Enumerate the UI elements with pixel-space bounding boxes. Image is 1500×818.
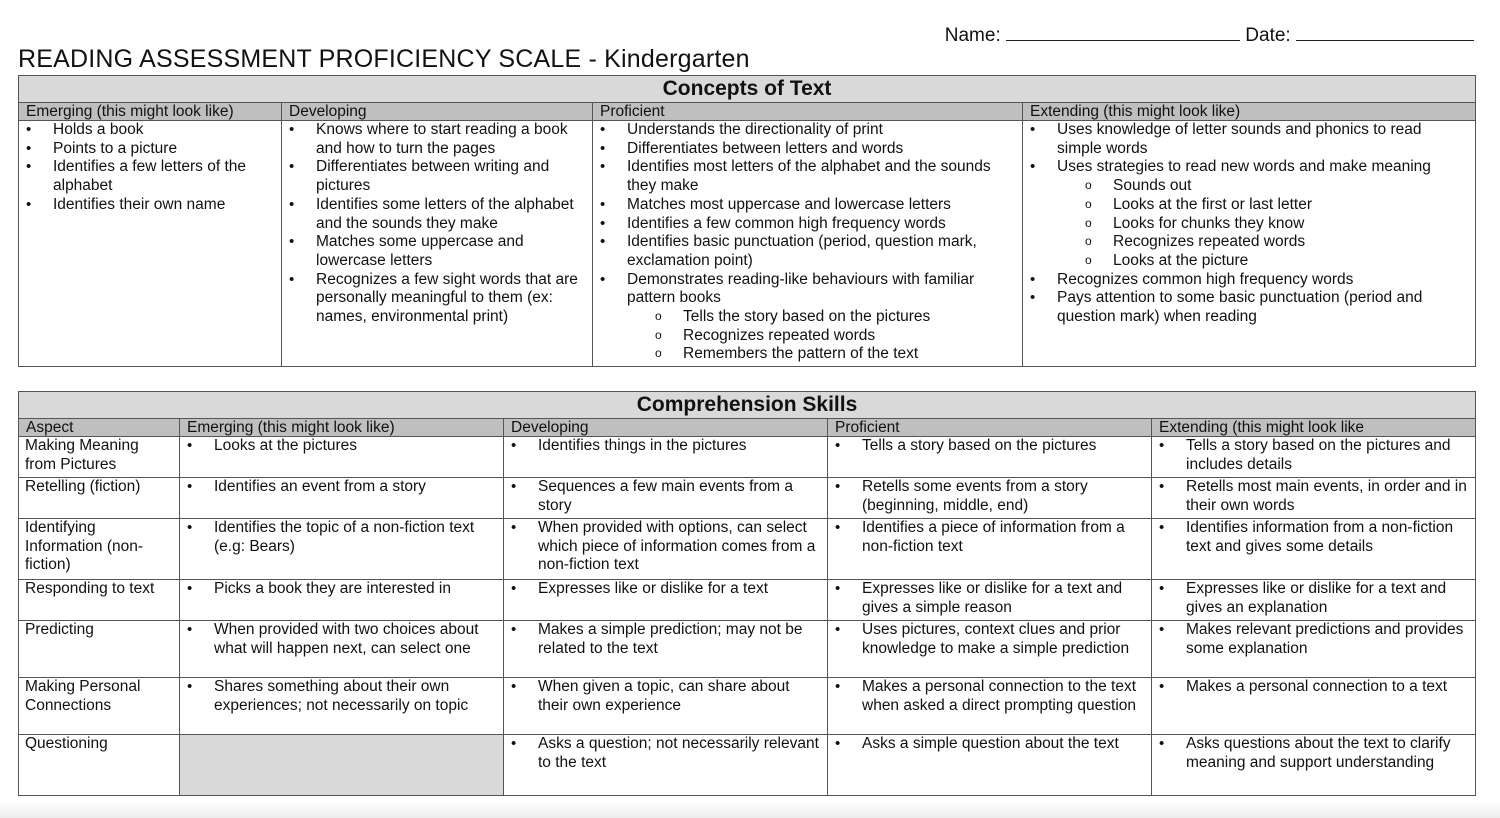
bullet-item: • Identifies a few common high frequency words (627, 215, 1016, 234)
bullet-item: • Expresses like or dislike for a text (538, 580, 821, 599)
bullet-item: • Identifies some letters of the alphabet and the sounds they make (316, 196, 586, 233)
proficient-cell (828, 678, 1152, 735)
bullet-list (510, 580, 821, 599)
bullet-item: • Identifies an event from a story (214, 478, 497, 497)
aspect-cell: Responding to text (19, 580, 180, 621)
proficient-cell (828, 735, 1152, 796)
bullet-list (834, 735, 1145, 754)
column-header: Extending (this might look like (1152, 419, 1476, 437)
bullet-item: • Makes relevant predictions and provides some explanation (1186, 621, 1469, 658)
bullet-list (1158, 437, 1469, 474)
bullet-item: • Understands the directionality of print (627, 121, 1016, 140)
developing-cell (504, 478, 828, 519)
bullet-text: Demonstrates reading-like behaviours with familiar pattern books (627, 270, 975, 307)
concepts-emerging-cell (19, 121, 282, 367)
table-row (19, 678, 1476, 735)
bullet-item: • Identifies most letters of the alphabet and the sounds they make (627, 158, 1016, 195)
concepts-extending-cell (1023, 121, 1476, 367)
aspect-cell: Predicting (19, 621, 180, 678)
emerging-cell (180, 519, 504, 580)
aspect-cell: Making Personal Connections (19, 678, 180, 735)
bullet-list (510, 621, 821, 658)
developing-cell (504, 735, 828, 796)
comprehension-skills-table (18, 391, 1476, 796)
bullet-item: • Recognizes a few sight words that are personally meaningful to them (ex: names, environmental print) (316, 271, 586, 327)
developing-cell (504, 621, 828, 678)
bullet-item: • Retells some events from a story (beginning, middle, end) (862, 478, 1145, 515)
page-title: READING ASSESSMENT PROFICIENCY SCALE - Kindergarten (18, 45, 750, 73)
bullet-list (186, 519, 497, 556)
extending-cell (1152, 678, 1476, 735)
bullet-list (1158, 580, 1469, 617)
concepts-title: Concepts of Text (19, 76, 1476, 103)
bullet-list (510, 519, 821, 575)
sub-list (627, 308, 1016, 364)
bullet-item: • Identifies their own name (53, 196, 275, 215)
emerging-cell (180, 478, 504, 519)
proficient-cell (828, 580, 1152, 621)
bullet-list (834, 678, 1145, 715)
extending-cell (1152, 735, 1476, 796)
bullet-item: • Picks a book they are interested in (214, 580, 497, 599)
bullet-item: • Identifies a few letters of the alphabet (53, 158, 275, 195)
name-date-line (945, 22, 1474, 47)
bullet-list (1158, 678, 1469, 697)
name-label: Name: (944, 25, 1001, 46)
date-field[interactable] (1296, 22, 1474, 41)
bullet-item: • Expresses like or dislike for a text and gives a simple reason (862, 580, 1145, 617)
sub-bullet-item: o Remembers the pattern of the text (683, 345, 1016, 364)
bullet-item (627, 271, 1016, 365)
sub-bullet-item: o Recognizes repeated words (683, 327, 1016, 346)
column-header: Proficient (593, 103, 1023, 121)
extending-cell (1152, 621, 1476, 678)
bullet-list (510, 735, 821, 772)
bullet-item: • Asks a question; not necessarily relevant to the text (538, 735, 821, 772)
concepts-developing-cell (282, 121, 593, 367)
emerging-cell (180, 678, 504, 735)
extending-cell (1152, 437, 1476, 478)
bullet-item: • Recognizes common high frequency words (1057, 271, 1469, 290)
bullet-list (186, 437, 497, 456)
developing-cell (504, 580, 828, 621)
bullet-list (1158, 478, 1469, 515)
bullet-item: • Points to a picture (53, 140, 275, 159)
bullet-item: • Sequences a few main events from a story (538, 478, 821, 515)
table-row (19, 437, 1476, 478)
column-header: Developing (282, 103, 593, 121)
aspect-cell: Retelling (fiction) (19, 478, 180, 519)
bullet-item: • Holds a book (53, 121, 275, 140)
sub-bullet-item: o Looks at the first or last letter (1113, 196, 1469, 215)
bullet-list (510, 437, 821, 456)
bullet-item: • Tells a story based on the pictures (862, 437, 1145, 456)
bullet-item: • Differentiates between writing and pictures (316, 158, 586, 195)
column-header: Emerging (this might look like) (19, 103, 282, 121)
bullet-list (834, 519, 1145, 556)
bullet-item: • Identifies basic punctuation (period, question mark, exclamation point) (627, 233, 1016, 270)
developing-cell (504, 437, 828, 478)
table-row (19, 621, 1476, 678)
bullet-item: • Asks a simple question about the text (862, 735, 1145, 754)
concepts-of-text-table (18, 75, 1476, 367)
bullet-list (834, 580, 1145, 617)
date-label: Date: (1245, 25, 1291, 46)
sub-bullet-item: o Sounds out (1113, 177, 1469, 196)
proficient-cell (828, 437, 1152, 478)
bullet-item (1057, 158, 1469, 270)
column-header: Developing (504, 419, 828, 437)
comprehension-title: Comprehension Skills (19, 392, 1476, 419)
name-field[interactable] (1006, 22, 1240, 41)
sub-bullet-item: o Looks for chunks they know (1113, 215, 1469, 234)
extending-cell (1152, 519, 1476, 580)
bullet-item: • When provided with two choices about what will happen next, can select one (214, 621, 497, 658)
bullet-item: • Shares something about their own experiences; not necessarily on topic (214, 678, 497, 715)
table-row (19, 519, 1476, 580)
table-row (19, 735, 1476, 796)
bullet-list (834, 437, 1145, 456)
bullet-item: • Makes a personal connection to the text when asked a direct prompting question (862, 678, 1145, 715)
column-header: Emerging (this might look like) (180, 419, 504, 437)
bullet-list (186, 478, 497, 497)
bullet-item: • Matches most uppercase and lowercase letters (627, 196, 1016, 215)
bullet-item: • Looks at the pictures (214, 437, 497, 456)
sub-bullet-item: o Recognizes repeated words (1113, 233, 1469, 252)
emerging-cell (180, 580, 504, 621)
bullet-item: • Differentiates between letters and words (627, 140, 1016, 159)
developing-cell (504, 519, 828, 580)
concepts-proficient-cell (593, 121, 1023, 367)
bullet-item: • Uses pictures, context clues and prior knowledge to make a simple prediction (862, 621, 1145, 658)
bullet-list (186, 678, 497, 715)
bullet-item: • Identifies things in the pictures (538, 437, 821, 456)
bullet-item: • When given a topic, can share about their own experience (538, 678, 821, 715)
page-bottom-shadow (0, 802, 1500, 818)
bullet-item: • Asks questions about the text to clarify meaning and support understanding (1186, 735, 1469, 772)
bullet-item: • Matches some uppercase and lowercase letters (316, 233, 586, 270)
sub-list (1057, 177, 1469, 271)
aspect-cell: Questioning (19, 735, 180, 796)
bullet-list (1158, 621, 1469, 658)
emerging-cell (180, 437, 504, 478)
aspect-cell: Identifying Information (non-fiction) (19, 519, 180, 580)
bullet-item: • Retells most main events, in order and in their own words (1186, 478, 1469, 515)
column-header: Proficient (828, 419, 1152, 437)
bullet-list (186, 621, 497, 658)
emerging-cell (180, 735, 504, 796)
bullet-item: • Knows where to start reading a book and how to turn the pages (316, 121, 586, 158)
developing-cell (504, 678, 828, 735)
aspect-cell: Making Meaning from Pictures (19, 437, 180, 478)
bullet-item: • Identifies the topic of a non-fiction text (e.g: Bears) (214, 519, 497, 556)
bullet-item: • Pays attention to some basic punctuation (period and question mark) when reading (1057, 289, 1469, 326)
column-header: Extending (this might look like) (1023, 103, 1476, 121)
bullet-item: • Identifies information from a non-fiction text and gives some details (1186, 519, 1469, 556)
emerging-cell (180, 621, 504, 678)
bullet-list (834, 621, 1145, 658)
bullet-item: • Tells a story based on the pictures and includes details (1186, 437, 1469, 474)
bullet-list (1158, 735, 1469, 772)
proficient-cell (828, 478, 1152, 519)
bullet-item: • Makes a personal connection to a text (1186, 678, 1469, 697)
sub-bullet-item: o Looks at the picture (1113, 252, 1469, 271)
bullet-text: Uses strategies to read new words and make meaning (1057, 158, 1431, 176)
table-row (19, 478, 1476, 519)
bullet-item: • Uses knowledge of letter sounds and phonics to read simple words (1057, 121, 1469, 158)
bullet-item: • Identifies a piece of information from a non-fiction text (862, 519, 1145, 556)
bullet-item: • Makes a simple prediction; may not be related to the text (538, 621, 821, 658)
extending-cell (1152, 580, 1476, 621)
sub-bullet-item: o Tells the story based on the pictures (683, 308, 1016, 327)
table-row (19, 580, 1476, 621)
bullet-list (510, 678, 821, 715)
bullet-item: • When provided with options, can select which piece of information comes from a non-fiction text (538, 519, 821, 575)
bullet-list (1158, 519, 1469, 556)
bullet-list (834, 478, 1145, 515)
bullet-item: • Expresses like or dislike for a text and gives an explanation (1186, 580, 1469, 617)
proficient-cell (828, 621, 1152, 678)
bullet-list (186, 580, 497, 599)
extending-cell (1152, 478, 1476, 519)
bullet-list (510, 478, 821, 515)
column-header: Aspect (19, 419, 180, 437)
proficient-cell (828, 519, 1152, 580)
